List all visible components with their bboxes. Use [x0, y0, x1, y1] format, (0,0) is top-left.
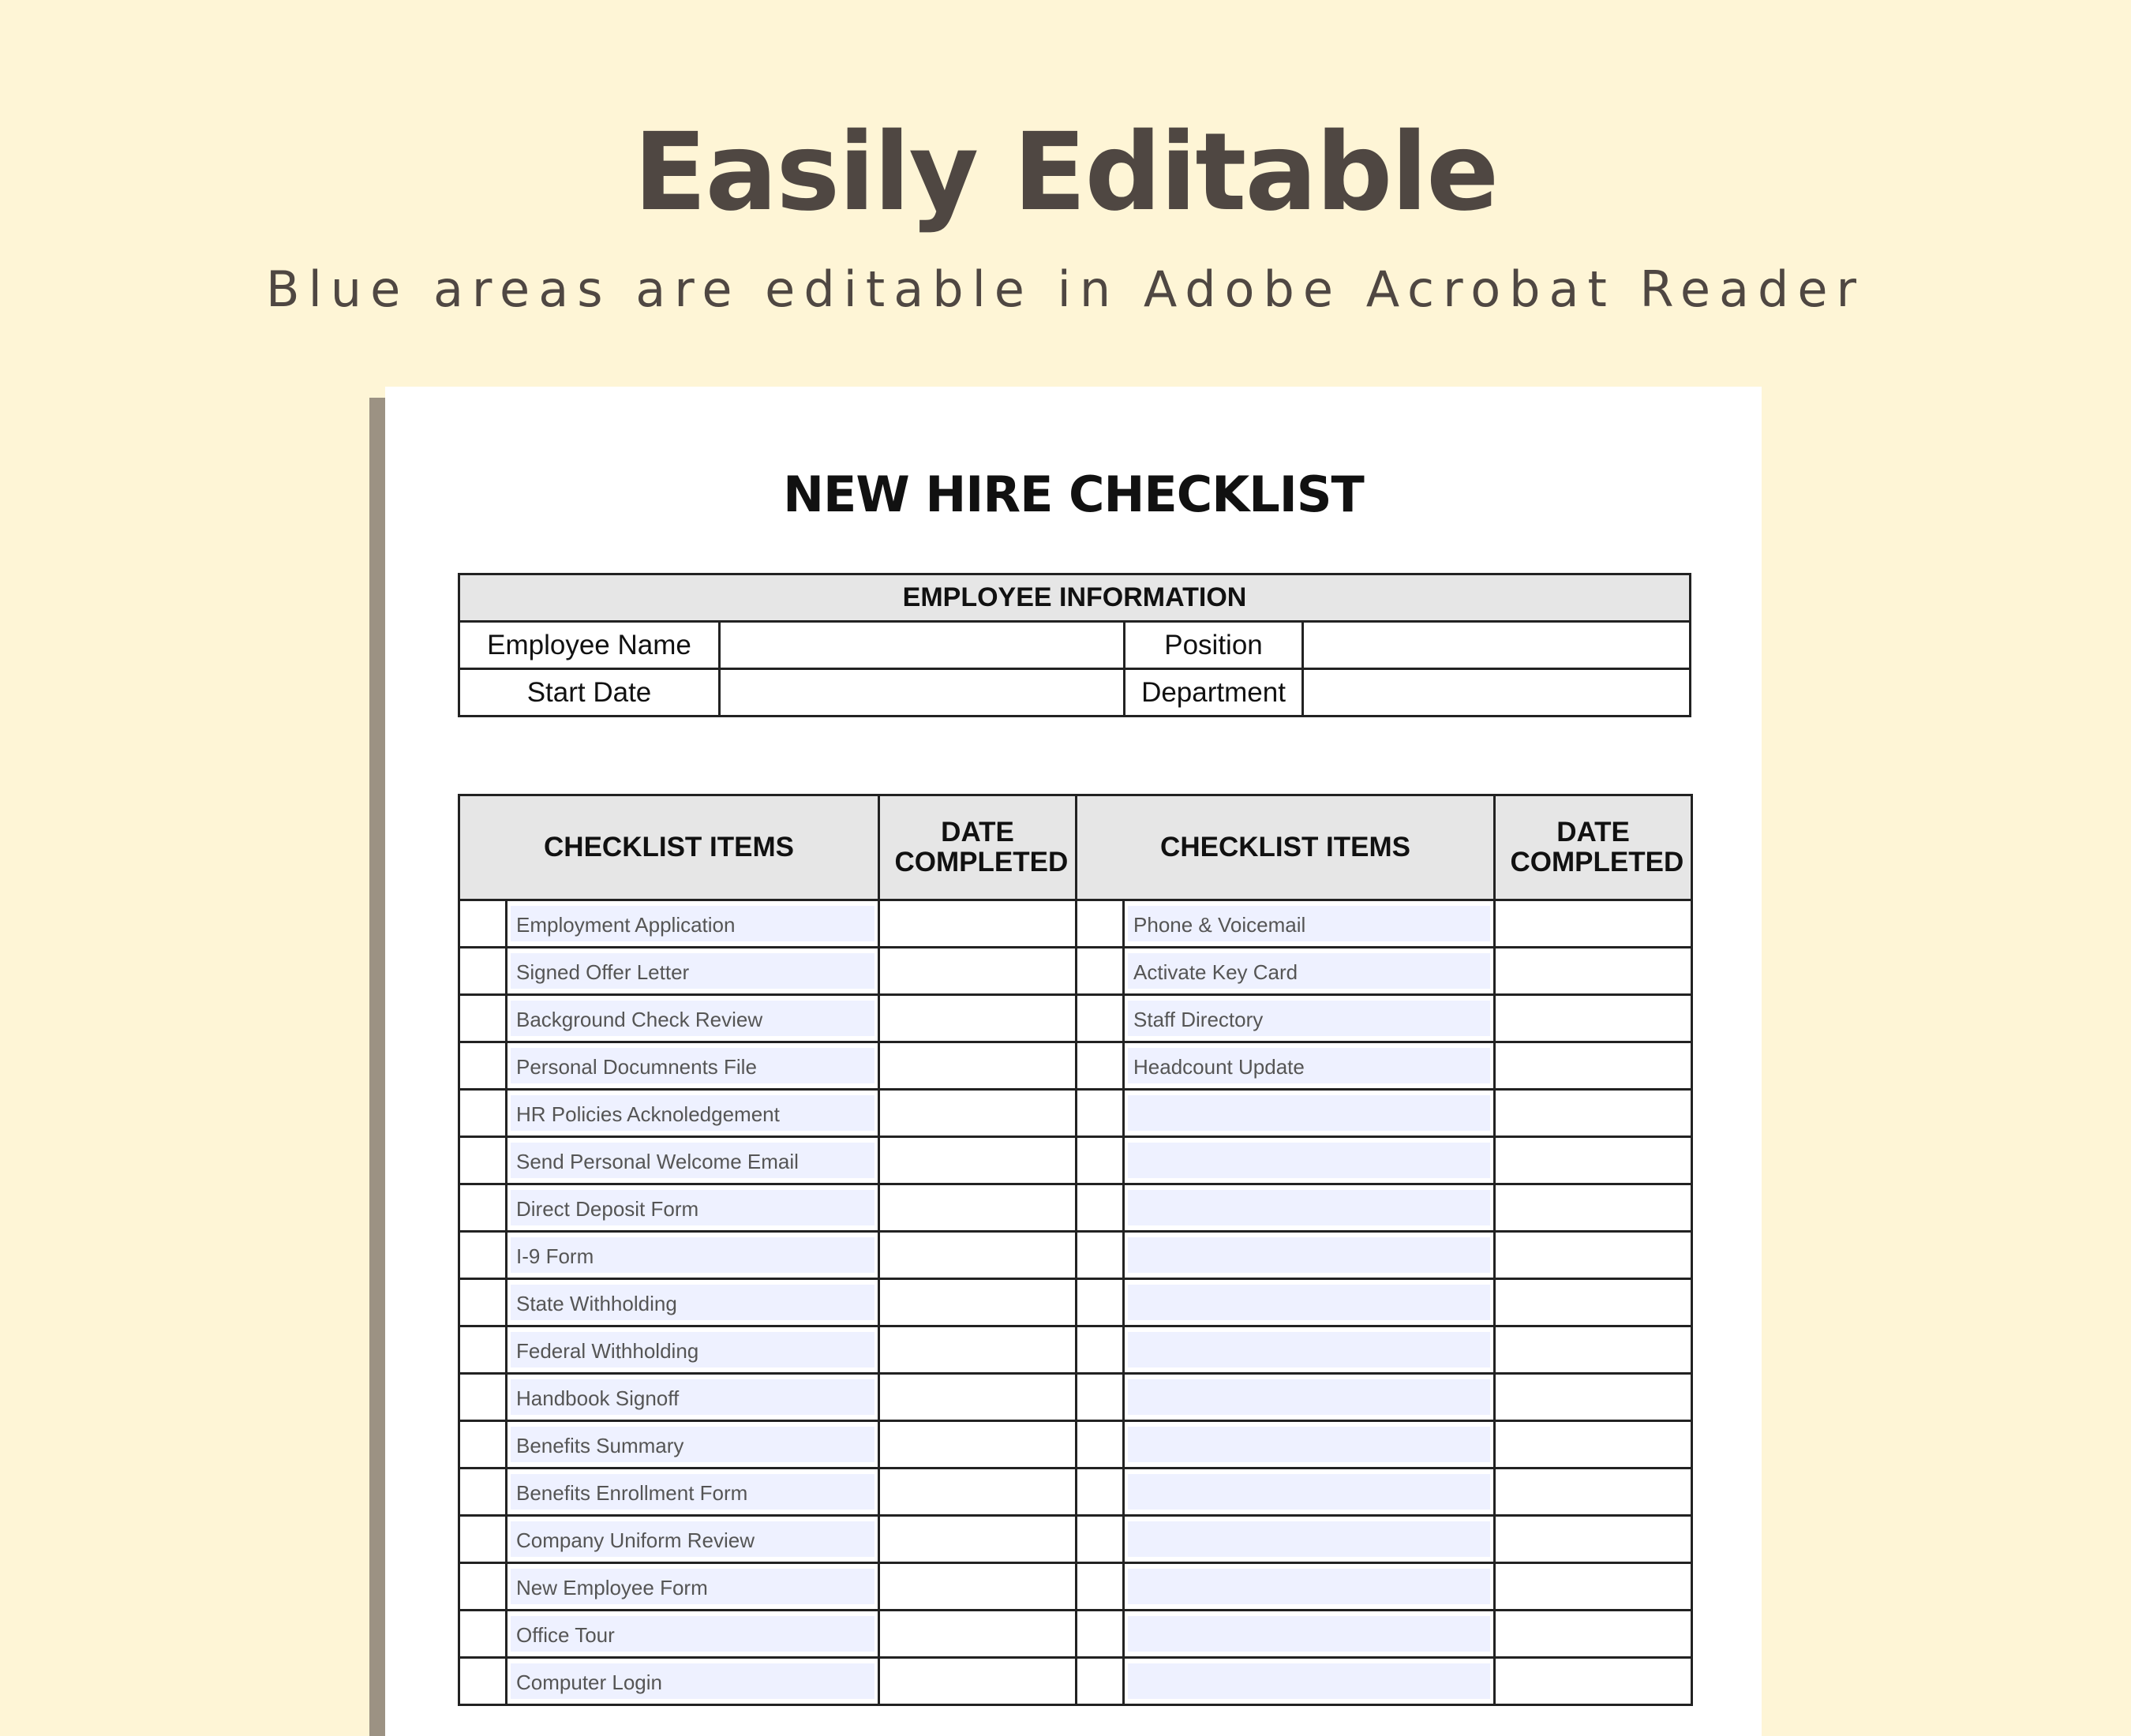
checklist-item-cell-right: [1124, 995, 1495, 1042]
checklist-item-field-left[interactable]: Office Tour: [511, 1616, 874, 1652]
checklist-row: [459, 1137, 1692, 1184]
checkbox-cell-right[interactable]: [1077, 1563, 1124, 1611]
checklist-row: [459, 1232, 1692, 1279]
checklist-row: [459, 1184, 1692, 1232]
checklist-item-cell-right: [1124, 1374, 1495, 1421]
checklist-item-field-right[interactable]: Activate Key Card: [1128, 953, 1490, 989]
checklist-row: [459, 1421, 1692, 1468]
checklist-item-field-right[interactable]: Phone & Voicemail: [1128, 906, 1490, 941]
checklist-item-field-left[interactable]: Handbook Signoff: [511, 1379, 874, 1415]
employee-info-heading: EMPLOYEE INFORMATION: [459, 574, 1691, 622]
date-completed-field-left[interactable]: [879, 900, 1077, 948]
checklist-item-cell-left: [507, 1232, 879, 1279]
checklist-row: [459, 1326, 1692, 1374]
checklist-item-field-left[interactable]: Send Personal Welcome Email: [511, 1143, 874, 1178]
checklist-row: [459, 1374, 1692, 1421]
date-completed-field-right[interactable]: [1495, 1563, 1692, 1611]
date-completed-field-right[interactable]: [1495, 1090, 1692, 1137]
checkbox-cell-right[interactable]: [1077, 1658, 1124, 1705]
checkbox-cell-left[interactable]: [459, 1232, 507, 1279]
checklist-item-field-left[interactable]: State Withholding: [511, 1285, 874, 1320]
date-completed-header-left: [879, 795, 1077, 900]
checklist-item-cell-right: [1124, 1326, 1495, 1374]
checklist-row: [459, 1279, 1692, 1326]
checkbox-cell-right[interactable]: [1077, 948, 1124, 995]
checklist-row: [459, 995, 1692, 1042]
checkbox-cell-left[interactable]: [459, 1137, 507, 1184]
date-completed-field-left[interactable]: [879, 1374, 1077, 1421]
checkbox-cell-left[interactable]: [459, 1042, 507, 1090]
employee-info-table: [458, 573, 1691, 717]
checklist-item-field-right[interactable]: [1128, 1285, 1490, 1320]
checklist-item-cell-left: [507, 900, 879, 948]
checkbox-cell-right[interactable]: [1077, 1326, 1124, 1374]
start-date-field[interactable]: [720, 669, 1125, 716]
checklist-item-field-left[interactable]: HR Policies Acknoledgement: [511, 1095, 874, 1131]
checklist-item-cell-right: [1124, 1516, 1495, 1563]
checkbox-cell-right[interactable]: [1077, 1374, 1124, 1421]
checkbox-cell-left[interactable]: [459, 1184, 507, 1232]
checkbox-cell-right[interactable]: [1077, 1137, 1124, 1184]
checklist-item-cell-left: [507, 1374, 879, 1421]
date-completed-field-left[interactable]: [879, 1279, 1077, 1326]
checklist-item-field-right[interactable]: [1128, 1427, 1490, 1462]
checkbox-cell-left[interactable]: [459, 1563, 507, 1611]
date-completed-field-left[interactable]: [879, 1516, 1077, 1563]
checklist-item-field-right[interactable]: [1128, 1569, 1490, 1604]
subheadline: Blue areas are editable in Adobe Acrobat Reader: [266, 260, 1865, 318]
date-completed-field-right[interactable]: [1495, 1137, 1692, 1184]
checkbox-cell-right[interactable]: [1077, 1279, 1124, 1326]
checklist-table: [458, 794, 1693, 1706]
checklist-row: [459, 1516, 1692, 1563]
checklist-row: [459, 900, 1692, 948]
checklist-item-cell-right: [1124, 1468, 1495, 1516]
checklist-item-cell-right: [1124, 1611, 1495, 1658]
checklist-item-field-left[interactable]: Benefits Enrollment Form: [511, 1474, 874, 1510]
checklist-row: [459, 948, 1692, 995]
date-completed-field-left[interactable]: [879, 1137, 1077, 1184]
checklist-item-cell-left: [507, 1137, 879, 1184]
department-label: Department: [1125, 669, 1303, 716]
start-date-label: Start Date: [459, 669, 720, 716]
checklist-item-cell-left: [507, 948, 879, 995]
checklist-item-cell-left: [507, 1326, 879, 1374]
date-completed-field-left[interactable]: [879, 1658, 1077, 1705]
checkbox-cell-right[interactable]: [1077, 1090, 1124, 1137]
checklist-item-field-left[interactable]: Direct Deposit Form: [511, 1190, 874, 1225]
checklist-item-cell-right: [1124, 1232, 1495, 1279]
checklist-item-field-left[interactable]: Employment Application: [511, 906, 874, 941]
checklist-item-field-left[interactable]: Federal Withholding: [511, 1332, 874, 1367]
document-title: NEW HIRE CHECKLIST: [783, 466, 1364, 523]
date-completed-field-left[interactable]: [879, 1468, 1077, 1516]
checklist-item-field-left[interactable]: Signed Offer Letter: [511, 953, 874, 989]
checklist-item-cell-left: [507, 995, 879, 1042]
checklist-item-field-right[interactable]: [1128, 1190, 1490, 1225]
checklist-item-field-right[interactable]: [1128, 1095, 1490, 1131]
checklist-row: [459, 1042, 1692, 1090]
date-completed-field-right[interactable]: [1495, 1184, 1692, 1232]
date-completed-field-right[interactable]: [1495, 1326, 1692, 1374]
checklist-row: [459, 1468, 1692, 1516]
checkbox-cell-left[interactable]: [459, 1421, 507, 1468]
employee-name-field[interactable]: [720, 622, 1125, 669]
checklist-item-cell-right: [1124, 1279, 1495, 1326]
employee-name-label: Employee Name: [459, 622, 720, 669]
checklist-item-cell-left: [507, 1658, 879, 1705]
checklist-item-cell-left: [507, 1042, 879, 1090]
checkbox-cell-right[interactable]: [1077, 1611, 1124, 1658]
document-page: [385, 387, 1762, 1736]
checklist-item-field-right[interactable]: [1128, 1332, 1490, 1367]
date-completed-field-right[interactable]: [1495, 1468, 1692, 1516]
checklist-item-field-right[interactable]: [1128, 1237, 1490, 1273]
checkbox-cell-right[interactable]: [1077, 1421, 1124, 1468]
checklist-item-field-right[interactable]: [1128, 1663, 1490, 1699]
checkbox-cell-right[interactable]: [1077, 1184, 1124, 1232]
date-completed-field-right[interactable]: [1495, 1658, 1692, 1705]
checkbox-cell-left[interactable]: [459, 1611, 507, 1658]
date-completed-field-left[interactable]: [879, 1421, 1077, 1468]
checkbox-cell-left[interactable]: [459, 1374, 507, 1421]
checklist-item-field-right[interactable]: [1128, 1143, 1490, 1178]
checklist-item-cell-right: [1124, 1042, 1495, 1090]
date-completed-field-left[interactable]: [879, 1184, 1077, 1232]
date-completed-label-left: DATE COMPLETED: [894, 817, 1069, 877]
date-completed-field-right[interactable]: [1495, 1279, 1692, 1326]
checklist-item-cell-right: [1124, 900, 1495, 948]
checklist-item-cell-left: [507, 1563, 879, 1611]
checklist-item-cell-right: [1124, 948, 1495, 995]
date-completed-field-left[interactable]: [879, 1563, 1077, 1611]
checklist-item-cell-right: [1124, 1137, 1495, 1184]
checklist-items-header-right: CHECKLIST ITEMS: [1077, 795, 1495, 900]
date-completed-field-right[interactable]: [1495, 948, 1692, 995]
checklist-item-field-left[interactable]: I-9 Form: [511, 1237, 874, 1273]
checklist-item-cell-right: [1124, 1658, 1495, 1705]
date-completed-field-right[interactable]: [1495, 1042, 1692, 1090]
checkbox-cell-left[interactable]: [459, 1326, 507, 1374]
checklist-item-cell-left: [507, 1421, 879, 1468]
checklist-item-field-left[interactable]: Company Uniform Review: [511, 1521, 874, 1557]
checklist-item-cell-right: [1124, 1421, 1495, 1468]
checklist-item-cell-right: [1124, 1184, 1495, 1232]
date-completed-field-left[interactable]: [879, 995, 1077, 1042]
checklist-item-field-right[interactable]: [1128, 1379, 1490, 1415]
checkbox-cell-right[interactable]: [1077, 1232, 1124, 1279]
checkbox-cell-left[interactable]: [459, 948, 507, 995]
checklist-item-field-right[interactable]: [1128, 1474, 1490, 1510]
date-completed-field-left[interactable]: [879, 1090, 1077, 1137]
date-completed-field-right[interactable]: [1495, 900, 1692, 948]
checkbox-cell-left[interactable]: [459, 1090, 507, 1137]
checkbox-cell-right[interactable]: [1077, 1516, 1124, 1563]
checklist-item-cell-left: [507, 1090, 879, 1137]
checklist-item-field-right[interactable]: Staff Directory: [1128, 1001, 1490, 1036]
checkbox-cell-left[interactable]: [459, 1279, 507, 1326]
checklist-row: [459, 1611, 1692, 1658]
checklist-item-field-right[interactable]: [1128, 1616, 1490, 1652]
date-completed-field-left[interactable]: [879, 1326, 1077, 1374]
checklist-item-field-left[interactable]: Background Check Review: [511, 1001, 874, 1036]
date-completed-header-right: [1495, 795, 1692, 900]
checklist-item-field-right[interactable]: [1128, 1521, 1490, 1557]
date-completed-field-right[interactable]: [1495, 1374, 1692, 1421]
checklist-item-cell-left: [507, 1516, 879, 1563]
checklist-item-cell-right: [1124, 1563, 1495, 1611]
position-field[interactable]: [1303, 622, 1691, 669]
checklist-item-cell-left: [507, 1184, 879, 1232]
checklist-item-field-left[interactable]: New Employee Form: [511, 1569, 874, 1604]
checklist-body: [459, 900, 1692, 1705]
checklist-item-cell-left: [507, 1611, 879, 1658]
checkbox-cell-left[interactable]: [459, 1658, 507, 1705]
checkbox-cell-right[interactable]: [1077, 900, 1124, 948]
checklist-item-cell-left: [507, 1279, 879, 1326]
checklist-item-cell-right: [1124, 1090, 1495, 1137]
headline: Easily Editable: [633, 110, 1498, 235]
department-field[interactable]: [1303, 669, 1691, 716]
position-label: Position: [1125, 622, 1303, 669]
checklist-row: [459, 1090, 1692, 1137]
checkbox-cell-left[interactable]: [459, 1468, 507, 1516]
date-completed-field-left[interactable]: [879, 948, 1077, 995]
checklist-row: [459, 1563, 1692, 1611]
date-completed-field-right[interactable]: [1495, 1232, 1692, 1279]
page-shadow: [369, 398, 385, 1736]
checklist-item-field-left[interactable]: Computer Login: [511, 1663, 874, 1699]
checklist-item-field-right[interactable]: Headcount Update: [1128, 1048, 1490, 1083]
date-completed-field-right[interactable]: [1495, 1421, 1692, 1468]
checklist-item-field-left[interactable]: Benefits Summary: [511, 1427, 874, 1462]
checkbox-cell-right[interactable]: [1077, 1042, 1124, 1090]
date-completed-label-right: DATE COMPLETED: [1510, 817, 1684, 877]
date-completed-field-left[interactable]: [879, 1232, 1077, 1279]
checklist-items-header-left: CHECKLIST ITEMS: [459, 795, 879, 900]
date-completed-field-left[interactable]: [879, 1042, 1077, 1090]
date-completed-field-right[interactable]: [1495, 1611, 1692, 1658]
date-completed-field-left[interactable]: [879, 1611, 1077, 1658]
checkbox-cell-left[interactable]: [459, 1516, 507, 1563]
checkbox-cell-right[interactable]: [1077, 995, 1124, 1042]
checklist-item-cell-left: [507, 1468, 879, 1516]
checkbox-cell-left[interactable]: [459, 900, 507, 948]
date-completed-field-right[interactable]: [1495, 1516, 1692, 1563]
date-completed-field-right[interactable]: [1495, 995, 1692, 1042]
checklist-item-field-left[interactable]: Personal Documnents File: [511, 1048, 874, 1083]
checkbox-cell-left[interactable]: [459, 995, 507, 1042]
checkbox-cell-right[interactable]: [1077, 1468, 1124, 1516]
checklist-row: [459, 1658, 1692, 1705]
